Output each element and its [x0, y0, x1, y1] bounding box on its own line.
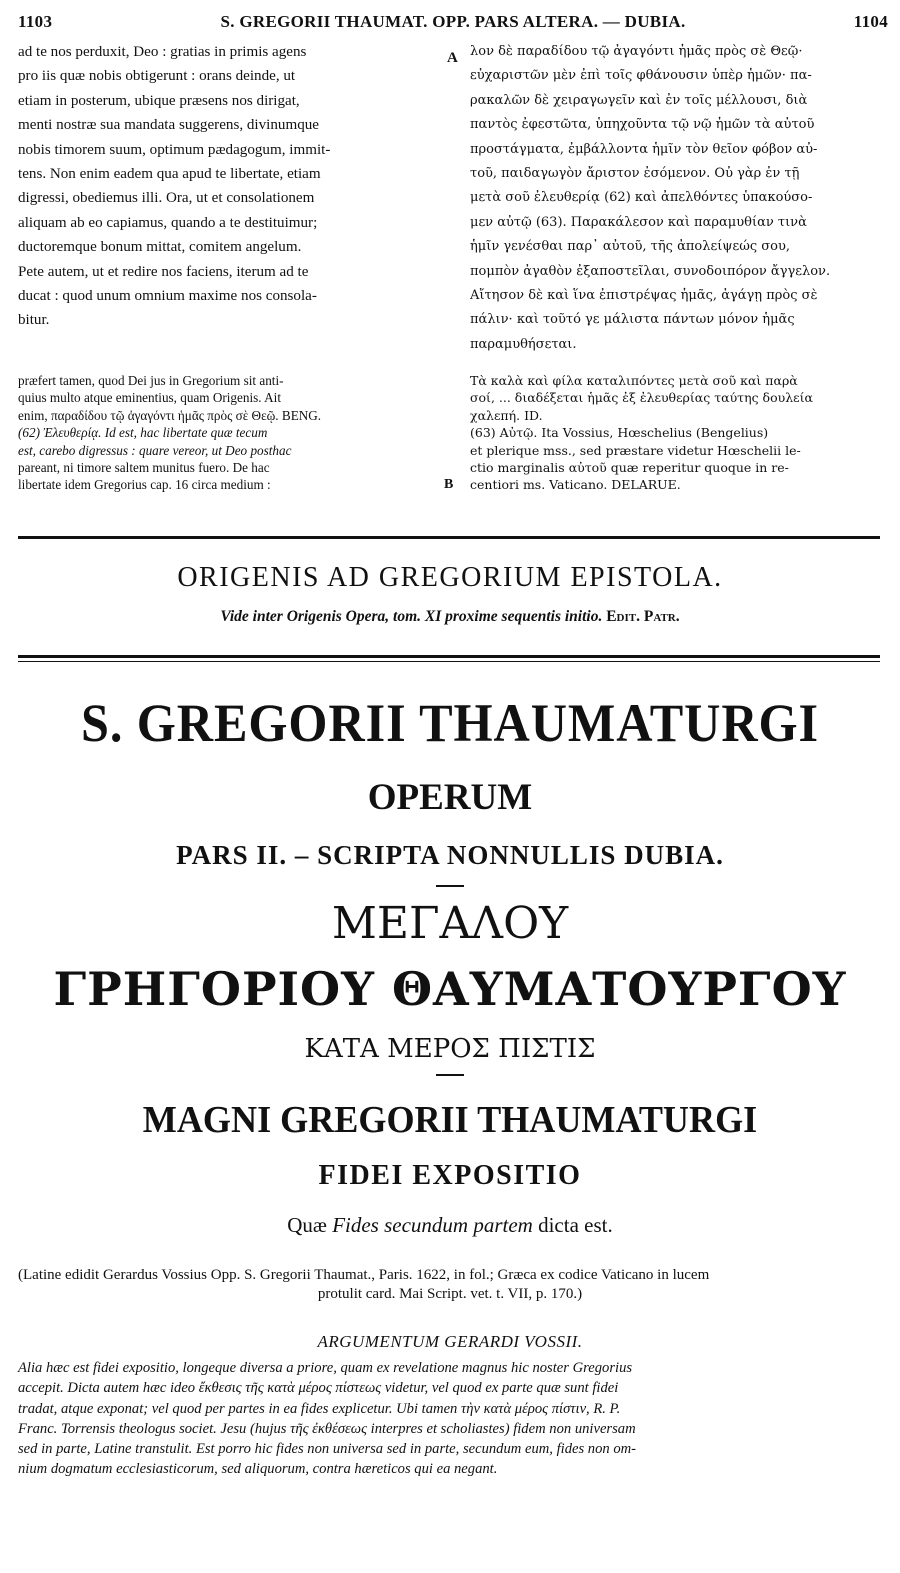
short-rule — [436, 885, 464, 887]
page-number-right: 1104 — [853, 12, 888, 31]
note-line: (63) Αὐτῷ. Ita Vossius, Hœschelius (Bengelius) — [470, 425, 769, 441]
letter-subtitle-text: Vide inter Origenis Opera, tom. XI proxime sequentis initio. — [220, 608, 603, 625]
latin-line: bitur. — [18, 312, 50, 329]
note-line: Τὰ καλὰ καὶ φίλα καταλιπόντες μετὰ σοῦ καὶ παρὰ — [470, 373, 798, 388]
latin-line: ductoremque bonum mittat, comitem angelum. — [18, 239, 302, 256]
argumentum-line: tradat, atque exponat; vel quod per partes in ea fides explicetur. Ubi tamen τὴν κατὰ μέρος πίστιν, R. P. — [18, 1400, 621, 1417]
greek-title-line-1: ΜΕΓΑΛΟΥ — [331, 898, 569, 949]
greek-line: τοῦ, παιδαγωγὸν ἄριστον ἐσόμενον. Οὐ γὰρ ἐν τῇ — [470, 166, 800, 182]
section-divider — [18, 536, 880, 539]
greek-line: πομπὸν ἀγαθὸν ἐξαποστεῖλαι, συνοδοιπόρον ἄγγελον. — [470, 263, 831, 279]
short-rule — [436, 1074, 464, 1076]
latin-line: tens. Non enim eadem qua apud te libertate, etiam — [18, 166, 321, 183]
quae-italic: Fides secundum partem — [332, 1213, 533, 1237]
latin-line: aliquam ab eo capiamus, quando a te destituimur; — [18, 214, 318, 231]
running-title: S. GREGORII THAUMAT. OPP. PARS ALTERA. — DUBIA. — [220, 12, 686, 31]
letter-subtitle — [0, 608, 900, 626]
argumentum-line: Franc. Torrensis theologus societ. Jesu (hujus τῆς ἐκθέσεως interpres et scholiastes) fidem non universam — [18, 1420, 636, 1437]
greek-line: μεν αὐτῷ (63). Παρακάλεσον καὶ παραμυθίαν τινὰ — [470, 214, 807, 230]
latin-subtitle: FIDEI EXPOSITIO — [318, 1160, 582, 1191]
latin-line: etiam in posterum, ubique præsens nos dirigat, — [18, 92, 300, 109]
note-line: est, carebo digressus : quare vereor, ut Deo posthac — [18, 442, 292, 458]
edition-line-1: (Latine edidit Gerardus Vossius Opp. S. Gregorii Thaumat., Paris. 1622, in fol.; Græca ex codice Vaticano in lucem — [18, 1267, 710, 1283]
margin-marker-a: A — [447, 50, 458, 66]
quae-word: Quæ — [287, 1213, 327, 1237]
greek-line: παντὸς ἐφεστῶτα, ὑπηχοῦντα τῷ νῷ ἡμῶν τὰ αὐτοῦ — [470, 117, 815, 133]
argumentum-line: accepit. Dicta autem hæc ideo ἔκθεσις τῆς κατὰ μέρος πίστεως videtur, vel quod ex parte quæ sunt fidei — [18, 1380, 619, 1397]
page-number-left: 1103 — [18, 12, 53, 31]
note-line: centiori ms. Vaticano. DELARUE. — [470, 477, 681, 493]
pars-heading: PARS II. – SCRIPTA NONNULLIS DUBIA. — [176, 840, 724, 870]
latin-line: digressi, obediemus illi. Ora, ut et consolationem — [18, 190, 315, 207]
latin-line: nobis timorem suum, optimum pædagogum, immit- — [18, 141, 331, 158]
argumentum-title: ARGUMENTUM GERARDI VOSSII. — [317, 1332, 583, 1351]
note-line: enim, παραδίδου τῷ ἀγαγόντι ἡμᾶς πρὸς σὲ Θεῷ. BENG. — [18, 407, 322, 423]
latin-line: ad te nos perduxit, Deo : gratias in primis agens — [18, 44, 307, 60]
note-line: χαλεπή. ID. — [470, 407, 543, 423]
argumentum-body — [18, 1358, 882, 1480]
note-line: præfert tamen, quod Dei jus in Gregorium sit anti- — [18, 373, 284, 388]
double-rule-top — [18, 655, 880, 658]
main-title: S. GREGORII THAUMATURGI — [80, 693, 820, 753]
greek-line: ἡμῖν γενέσθαι παρ᾽ αὐτοῦ, τῆς ἀπολείψεώς σου, — [470, 239, 790, 255]
argumentum-line: nium dogmatum ecclesiasticorum, sed aliquorum, contra hæreticos qui ea negant. — [18, 1461, 498, 1478]
note-line: σοί, ... διαδέξεται ἡμᾶς ἐξ ἐλευθερίας ταύτης δουλεία — [470, 390, 813, 406]
greek-line: μετὰ σοῦ ἐλευθερίᾳ (62) καὶ ἀπελθόντες ὑπακούσο- — [470, 190, 813, 206]
note-line: libertate idem Gregorius cap. 16 circa medium : — [18, 477, 271, 493]
greek-line: Αἴτησον δὲ καὶ ἵνα ἐπιστρέψας ἡμᾶς, ἀγάγῃ πρὸς σὲ — [470, 288, 818, 304]
footnotes-right — [470, 372, 880, 494]
letter-subtitle-editor: Edit. Patr. — [606, 608, 680, 625]
note-line: et plerique mss., sed præstare videtur Hœschelii le- — [470, 442, 801, 458]
latin-title: MAGNI GREGORII THAUMATURGI — [142, 1099, 758, 1141]
greek-title-line-3: ΚΑΤΑ ΜΕΡΟΣ ΠΙΣΤΙΣ — [304, 1034, 596, 1064]
margin-marker-b: B — [444, 477, 454, 492]
greek-column — [470, 40, 880, 357]
latin-line: ducat : quod unum omnium maxime nos consola- — [18, 288, 317, 305]
footnotes-left — [18, 372, 440, 494]
argumentum-line: sed in parte, Latine transtulit. Est porro hic fides non universa sed in parte, secundum eum, fides non om- — [18, 1441, 637, 1458]
quae-line — [0, 1213, 900, 1238]
letter-title: ORIGENIS AD GREGORIUM EPISTOLA. — [177, 562, 723, 593]
note-line: ctio marginalis αὐτοῦ quæ reperitur quoque in re- — [470, 460, 789, 476]
latin-column — [18, 40, 440, 333]
greek-title-line-2: ΓΡΗΓΟΡΙΟΥ ΘΑΥΜΑΤΟΥΡΓΟΥ — [53, 962, 847, 1016]
double-rule-bottom — [18, 661, 880, 662]
operum-heading: OPERUM — [367, 777, 533, 818]
argumentum-line: Alia hæc est fidei expositio, longeque diversa a priore, quam ex revelatione magnus hic noster Gregorius — [18, 1360, 633, 1376]
note-line: (62) Ἐλευθερίᾳ. Id est, hac libertate quæ tecum — [18, 425, 268, 441]
running-head — [18, 8, 888, 34]
quae-end: dicta est. — [538, 1213, 613, 1237]
greek-line: προστάγματα, ἐμβάλλοντα ἡμῖν τὸν θεῖον φόβον αὐ- — [470, 141, 818, 157]
note-line: quius multo atque eminentius, quam Origenis. Ait — [18, 390, 281, 406]
latin-line: menti nostræ sua mandata suggerens, divinumque — [18, 117, 319, 134]
greek-line: ρακαλῶν δὲ χειραγωγεῖν καὶ ἐν τοῖς μέλλουσι, διὰ — [470, 92, 808, 108]
edition-line-2: protulit card. Mai Script. vet. t. VII, p. 170.) — [317, 1286, 583, 1302]
greek-line: πάλιν· καὶ τοῦτό γε μάλιστα πάντων μόνον ἡμᾶς — [470, 312, 795, 328]
greek-line: εὐχαριστῶν μὲν ἐπὶ τοῖς φθάνουσιν ὑπὲρ ἡμῶν· πα- — [470, 68, 812, 84]
latin-line: pro iis quæ nobis obtigerunt : orans deinde, ut — [18, 68, 296, 85]
edition-note — [18, 1266, 882, 1304]
greek-line: παραμυθήσεται. — [470, 336, 577, 352]
note-line: pareant, ni timore saltem munitus fuero. De hac — [18, 460, 270, 476]
greek-line: λον δὲ παραδίδου τῷ ἀγαγόντι ἡμᾶς πρὸς σὲ Θεῷ· — [470, 44, 803, 59]
latin-line: Pete autem, ut et redire nos faciens, iterum ad te — [18, 263, 309, 280]
